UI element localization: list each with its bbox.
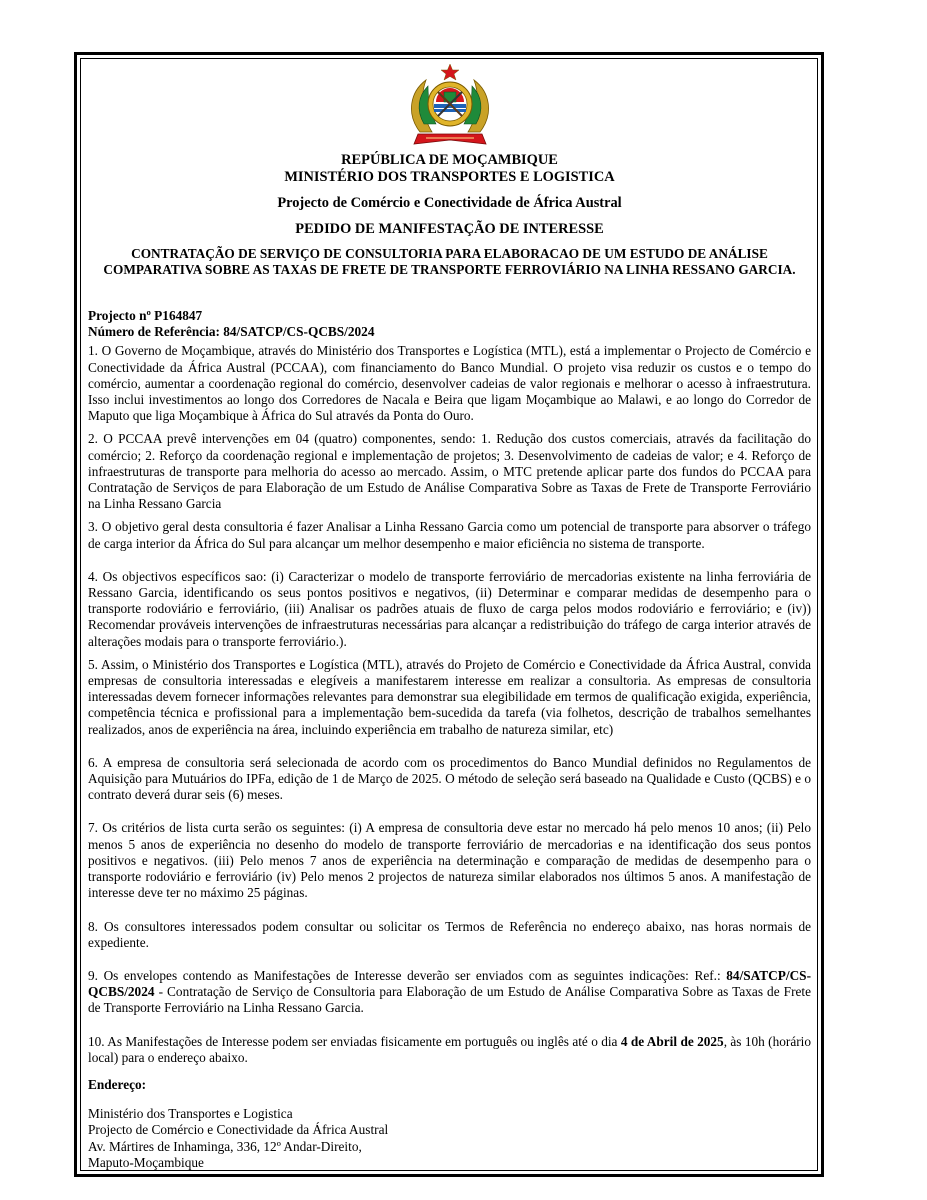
paragraph-3: 3. O objetivo geral desta consultoria é fazer Analisar a Linha Ressano Garcia como um potencial de transporte para absorver o tráfego de carga interior da África do Sul para alcançar um melhor desempenho e maior eficiência no sistema de transporte. xyxy=(88,519,811,551)
paragraph-9-intro: 9. Os envelopes contendo as Manifestações de Interesse deverão ser enviados com as seguintes indicações: Ref.: xyxy=(88,967,727,983)
address-block xyxy=(88,1106,811,1171)
address-line-2: Projecto de Comércio e Conectividade da África Austral xyxy=(88,1122,389,1138)
project-heading: Projecto de Comércio e Conectividade de África Austral xyxy=(277,195,622,211)
paragraph-8: 8. Os consultores interessados podem consultar ou solicitar os Termos de Referência no endereço abaixo, nas horas normais de expediente. xyxy=(88,918,811,950)
deadline-date: 4 de Abril de 2025 xyxy=(620,1033,724,1049)
paragraph-4: 4. Os objectivos específicos sao: (i) Caracterizar o modelo de transporte ferroviário de mercadorias existente na linha ferroviária de Ressano Garcia, identificando os seus pontos positivos e negativos, (ii) Determinar e comparar medidas de desempenho para o transporte rodoviário e ferroviário, (iii) Analisar os padrões atuais de fluxo de carga pelos modos rodoviário e ferroviário; e (iv)) Recomendar prováveis intervenções de infraestruturas necessárias para alcançar a redistribuição do tráfego de carga interior através de alterações modais para o transporte ferroviário.). xyxy=(88,568,811,649)
request-heading: PEDIDO DE MANIFESTAÇÃO DE INTERESSE xyxy=(295,221,604,237)
country-heading: REPÚBLICA DE MOÇAMBIQUE xyxy=(341,152,558,168)
address-line-4: Maputo-Moçambique xyxy=(88,1154,204,1170)
reference-number: Número de Referência: 84/SATCP/CS-QCBS/2024 xyxy=(88,324,375,340)
address-line-3: Av. Mártires de Inhaminga, 336, 12º Andar-Direito, xyxy=(88,1138,362,1154)
ministry-heading: MINISTÉRIO DOS TRANSPORTES E LOGISTICA xyxy=(284,169,615,185)
paragraph-9 xyxy=(88,968,811,1017)
contract-title-line-2: COMPARATIVA SOBRE AS TAXAS DE FRETE DE TRANSPORTE FERROVIÁRIO NA LINHA RESSANO GARCIA. xyxy=(103,262,796,277)
paragraph-2: 2. O PCCAA prevê intervenções em 04 (quatro) componentes, sendo: 1. Redução dos custos comerciais, através da facilitação do comércio; 2. Reforço da coordenação regional e implementação de projetos; 3. Desenvolvimento de cadeias de valor; e 4. Reforço de infraestruturas de transporte para melhoria do acesso ao mercado. Assim, o MTC pretende aplicar parte dos fundos do PCCAA para Contratação de Serviços de para Elaboração de um Estudo de Análise Comparativa Sobre as Taxas de Frete de Transporte Ferroviário na Linha Ressano Garcia xyxy=(88,431,811,512)
paragraph-1: 1. O Governo de Moçambique, através do Ministério dos Transportes e Logística (MTL), está a implementar o Projecto de Comércio e Conectividade da África Austral (PCCAA), com financiamento do Banco Mundial. O projeto visa reduzir os custos e o tempo do comércio, aumentar a coordenação regional do comércio, desenvolver cadeias de valor regionais e melhorar o acesso à infraestrutura. Isso inclui investimentos ao longo dos Corredores de Nacala e Beira que ligam Moçambique ao Malawi, e ao longo do Corredor de Maputo que liga Moçambique à África do Sul através da Ponta do Ouro. xyxy=(88,343,811,424)
mozambique-emblem-icon xyxy=(402,62,498,152)
paragraph-10 xyxy=(88,1034,811,1066)
contract-title xyxy=(88,246,811,278)
contract-title-line-1: CONTRATAÇÃO DE SERVIÇO DE CONSULTORIA PARA ELABORACAO DE UM ESTUDO DE ANÁLISE xyxy=(131,246,768,261)
paragraph-10-intro: 10. As Manifestações de Interesse podem ser enviadas fisicamente em português ou inglês até o dia xyxy=(88,1033,621,1049)
paragraph-9-rest: - Contratação de Serviço de Consultoria para Elaboração de um Estudo de Análise Comparativa Sobre as Taxas de Frete de Transporte Ferroviário na Linha Ressano Garcia. xyxy=(88,984,811,1016)
paragraph-6: 6. A empresa de consultoria será selecionada de acordo com os procedimentos do Banco Mundial definidos no Regulamentos de Aquisição para Mutuários do IPFa, edição de 1 de Março de 2025. O método de seleção será baseado na Qualidade e Custo (QCBS) e o contrato deverá durar seis (6) meses. xyxy=(88,754,811,803)
address-line-1: Ministério dos Transportes e Logistica xyxy=(88,1106,293,1122)
paragraph-10-rest: , às 10h (horário local) para o endereço abaixo. xyxy=(88,1033,811,1065)
paragraph-5: 5. Assim, o Ministério dos Transportes e Logística (MTL), através do Projeto de Comércio e Conectividade da África Austral, convida empresas de consultoria interessadas e elegíveis a manifestarem interesse em realizar a consultoria. As empresas de consultoria interessadas devem fornecer informações relevantes para demonstrar sua elegibilidade em termos de qualificação exigida, experiência, competência técnica e profissional para a implementação bem-sucedida da tarefa (via folhetos, descrição de trabalhos semelhantes realizados, anos de experiência na área, incluindo experiência em trabalho de natureza similar, etc) xyxy=(88,656,811,737)
address-heading: Endereço: xyxy=(88,1076,147,1092)
paragraph-7: 7. Os critérios de lista curta serão os seguintes: (i) A empresa de consultoria deve estar no mercado há pelo menos 10 anos; (ii) Pelo menos 5 anos de experiência no desenho do modelo de transporte ferroviário de mercadorias e na identificação dos seus pontos positivos e negativos. (iii) Pelo menos 7 anos de experiência na determinação e comparação de medidas de desempenho para o transporte rodoviário e ferroviário (iv) Pelo menos 2 projectos de natureza similar elaborados nos últimos 5 anos. A manifestação de interesse deve ter no máximo 25 páginas. xyxy=(88,820,811,901)
project-number: Projecto nº P164847 xyxy=(88,308,203,323)
paragraph-9-reference: 84/SATCP/CS-QCBS/2024 xyxy=(88,967,811,1000)
document-body xyxy=(88,62,811,1171)
project-references xyxy=(88,308,811,340)
